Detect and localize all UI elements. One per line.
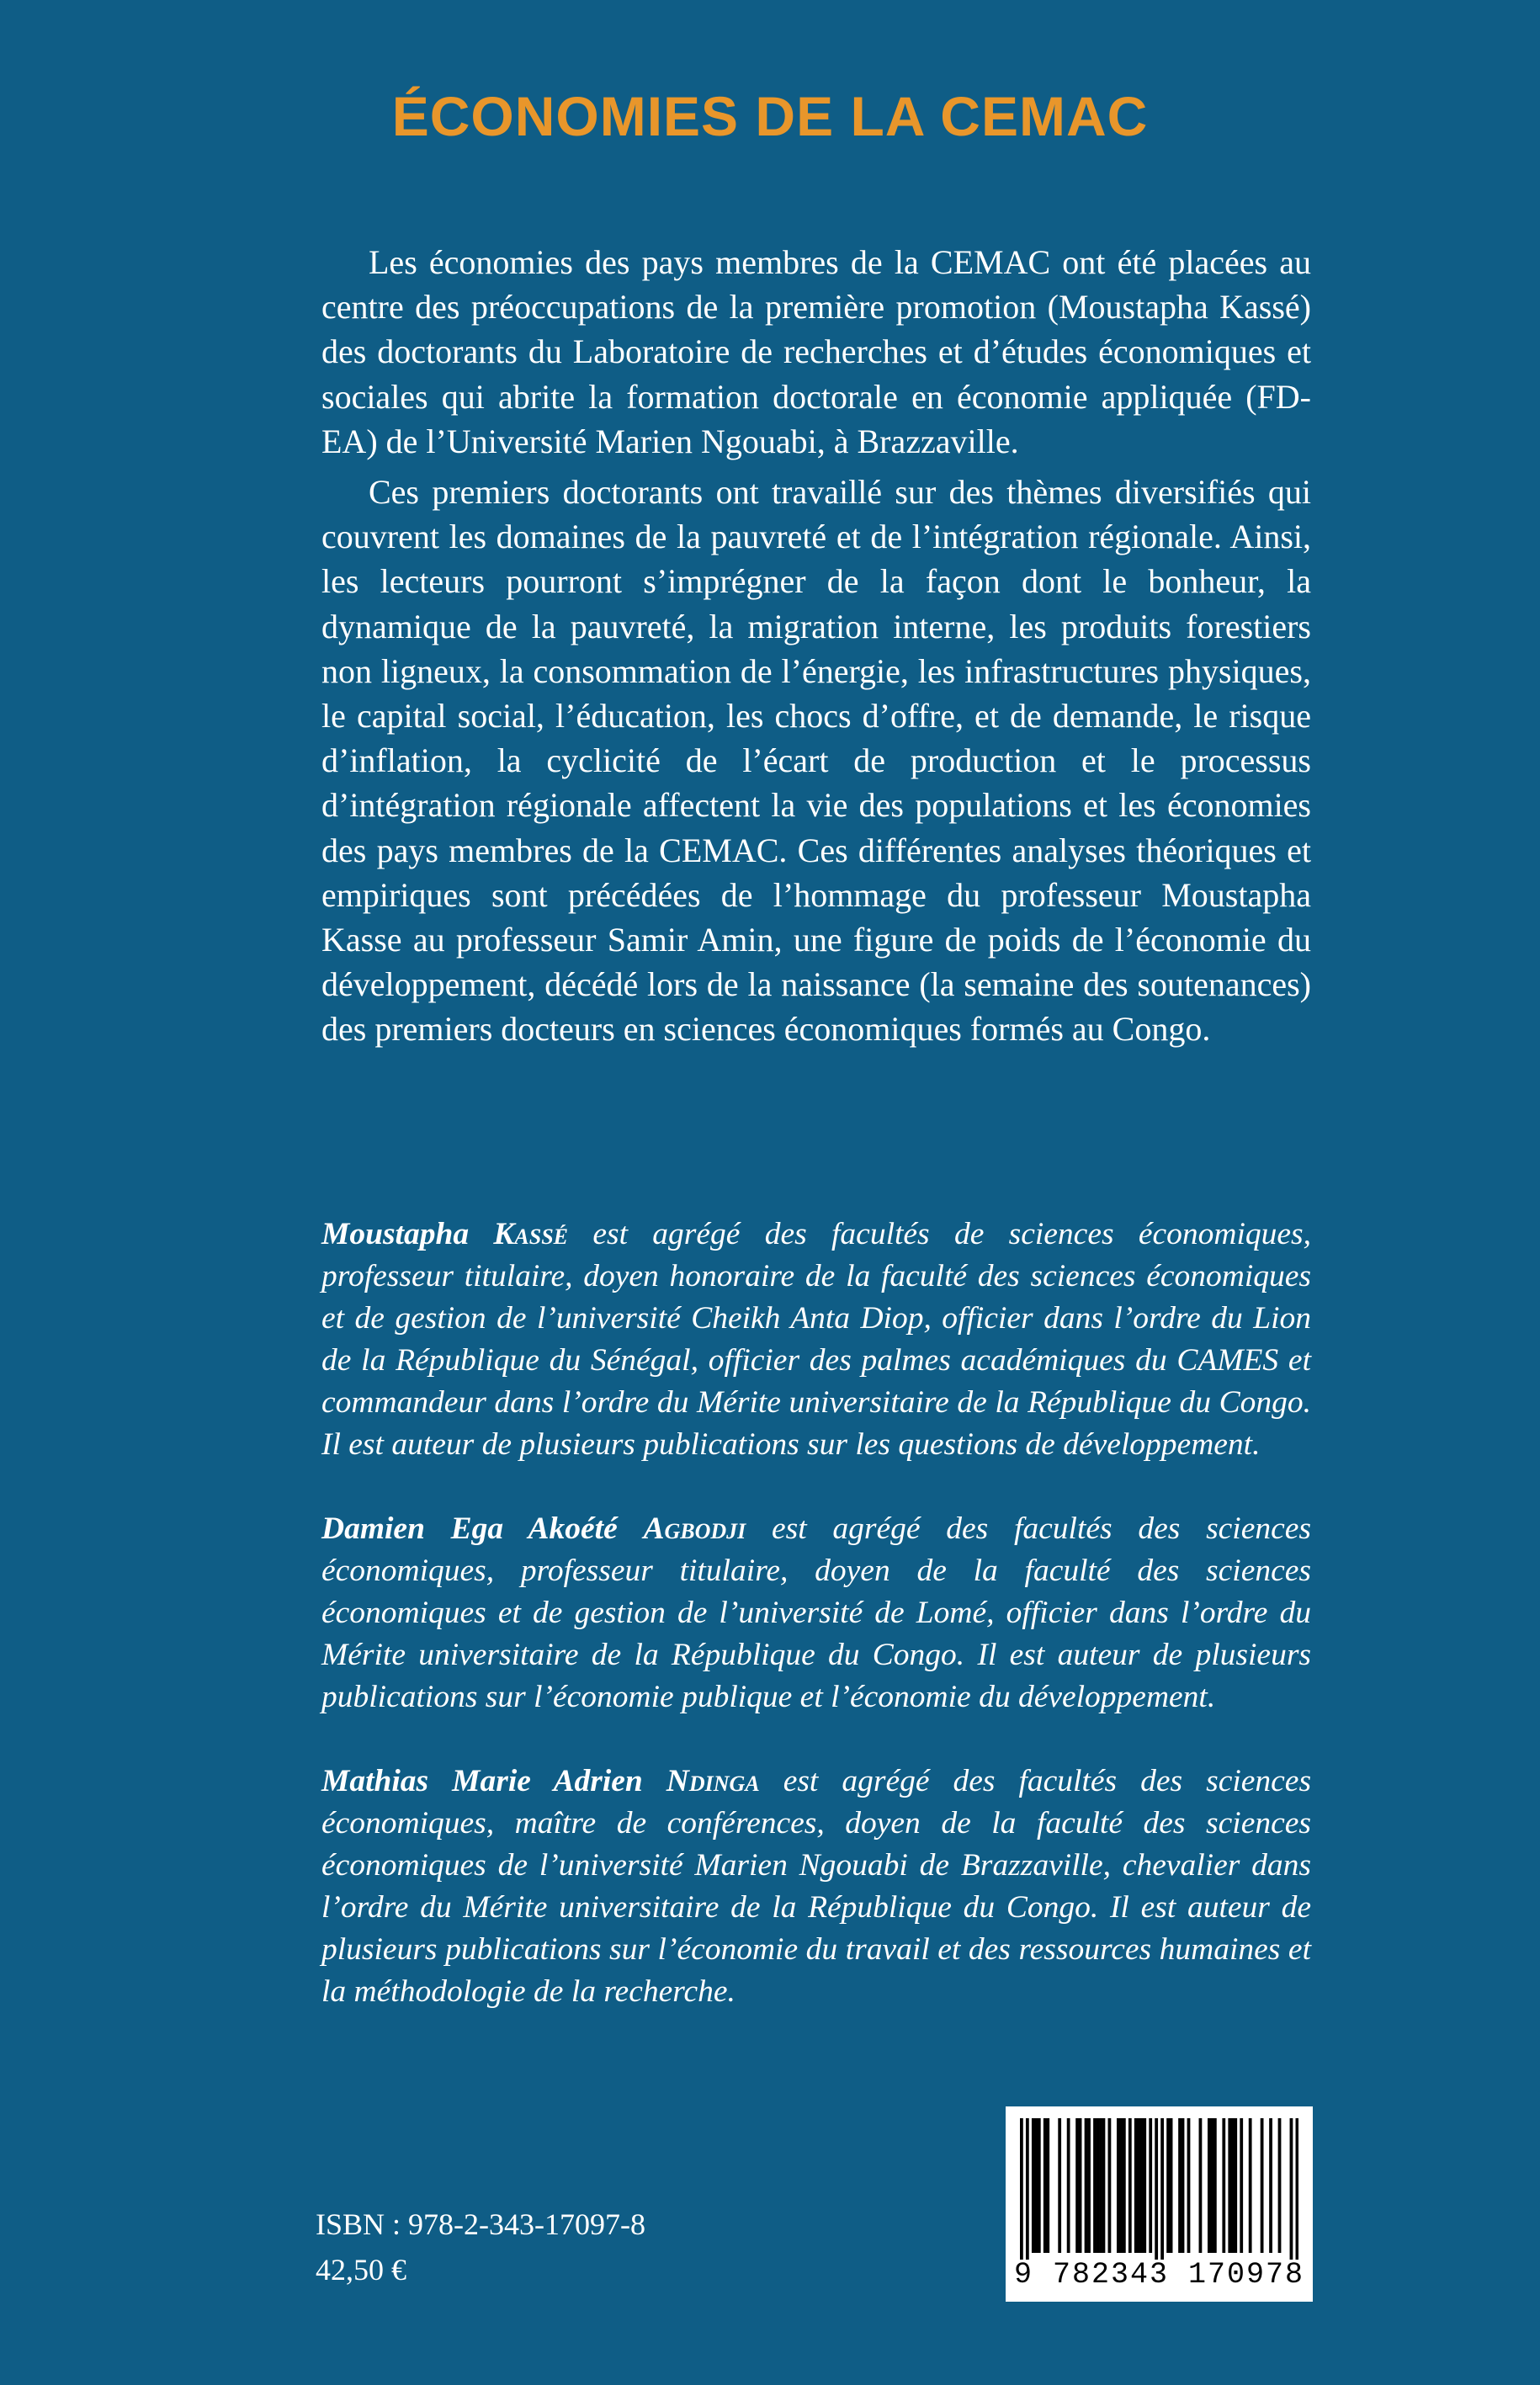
author-bio-agbodji: [321, 1508, 1311, 1718]
barcode-bar: [1155, 2118, 1158, 2260]
barcode-bar: [1222, 2118, 1225, 2253]
barcode-bar: [1093, 2118, 1097, 2253]
barcode-bar: [1149, 2118, 1152, 2253]
barcode-bar: [1213, 2118, 1217, 2253]
author-bio-text: est agrégé des facultés des sciences économiques, professeur titulaire, doyen de la faculté des sciences économiques et de gestion de l’université de Lomé, officier dans l’ordre du Mérite universitaire de la République du Congo. Il est auteur de plusieurs publications sur l’économie publique et l’économie du développement.: [321, 1511, 1312, 1714]
barcode-bar: [1170, 2118, 1173, 2253]
barcode-bar: [1026, 2118, 1029, 2260]
author-surname: Ndinga: [666, 1764, 760, 1798]
barcode-bar: [1067, 2118, 1070, 2253]
barcode-bar: [1134, 2118, 1138, 2253]
barcode-bar: [1038, 2118, 1041, 2253]
barcode-bar: [1290, 2118, 1293, 2260]
barcode-bar: [1178, 2118, 1182, 2253]
barcode-bar: [1085, 2118, 1088, 2253]
barcode-bar: [1117, 2118, 1120, 2253]
barcode-bar: [1140, 2118, 1144, 2253]
book-title: ÉCONOMIES DE LA CEMAC: [391, 85, 1149, 147]
barcode-bar: [1034, 2118, 1038, 2253]
barcode-bar: [1128, 2118, 1132, 2253]
barcode-bar: [1269, 2118, 1272, 2253]
barcode-bar: [1108, 2118, 1112, 2253]
summary-text: [321, 240, 1311, 1058]
barcode-bar: [1182, 2118, 1185, 2253]
author-bio-text: est agrégé des facultés de sciences économiques, professeur titulaire, doyen honoraire de la faculté des sciences économiques et de gestion de l’université Cheikh Anta Diop, officier dans l’ordre du Lion de la République du Sénégal, officier des palmes académiques du CAMES et commandeur dans l’ordre du Mérite universitaire de la République du Congo. Il est auteur de plusieurs publications sur les questions de développement.: [321, 1217, 1312, 1462]
barcode: [1006, 2106, 1313, 2302]
author-surname: Agbodji: [643, 1511, 746, 1546]
barcode-bar: [1143, 2118, 1146, 2253]
barcode-bar: [1231, 2118, 1235, 2253]
author-surname: Kassé: [493, 1217, 569, 1251]
barcode-bar: [1208, 2118, 1211, 2253]
summary-paragraph-1: Les économies des pays membres de la CEMAC ont été placées au centre des préoccupations de la première promotion (Moustapha Kassé) des doctorants du Laboratoire de recherches et d’études économiques et sociales qui abrite la formation doctorale en économie appliquée (FD-EA) de l’Université Marien Ngouabi, à Brazzaville.: [321, 243, 1311, 460]
barcode-bar: [1160, 2118, 1164, 2260]
barcode-bar: [1075, 2118, 1079, 2253]
author-bio-text: est agrégé des facultés des sciences économiques, maître de conférences, doyen de la faculté des sciences économiques de l’université Marien Ngouabi de Brazzaville, chevalier dans l’ordre du Mérite universitaire de la République du Congo. Il est auteur de plusieurs publications sur l’économie du travail et des ressources humaines et la méthodologie de la recherche.: [321, 1764, 1312, 2009]
barcode-bar: [1228, 2118, 1231, 2253]
barcode-bar: [1020, 2118, 1023, 2260]
barcode-bars: [1020, 2118, 1298, 2260]
barcode-number: 9 782343 170978: [1013, 2258, 1305, 2292]
barcode-bar: [1187, 2118, 1191, 2253]
barcode-bar: [1137, 2118, 1140, 2253]
barcode-bar: [1296, 2118, 1298, 2260]
price-label: 42,50 €: [316, 2253, 406, 2287]
barcode-bar: [1249, 2118, 1252, 2253]
barcode-bar: [1097, 2118, 1100, 2253]
barcode-bar: [1043, 2118, 1047, 2253]
author-bios: [321, 1214, 1311, 2013]
barcode-bar: [1261, 2118, 1264, 2253]
author-bio-ndinga: [321, 1761, 1311, 2013]
barcode-bar: [1166, 2118, 1170, 2253]
barcode-bar: [1058, 2118, 1061, 2253]
summary-paragraph-2: Ces premiers doctorants ont travaillé sur des thèmes diversifiés qui couvrent les domaines de la pauvreté et de l’intégration régionale. Ainsi, les lecteurs pourront s’imprégner de la façon dont le bonheur, la dynamique de la pauvreté, la migration interne, les produits forestiers non ligneux, la consommation de l’énergie, les infrastructures physiques, le capital social, l’éducation, les chocs d’offre, et de demande, le risque d’inflation, la cyclicité de l’écart de production et le processus d’intégration régionale affectent la vie des populations et les économies des pays membres de la CEMAC. Ces différentes analyses théoriques et empiriques sont précédées de l’hommage du professeur Moustapha Kasse au professeur Samir Amin, une figure de poids de l’économie du développement, décédé lors de la naissance (la semaine des soutenances) des premiers docteurs en sciences économiques formés au Congo.: [321, 473, 1311, 1049]
barcode-bar: [1119, 2118, 1123, 2253]
barcode-bar: [1240, 2118, 1243, 2253]
barcode-bar: [1199, 2118, 1203, 2253]
author-first-names: Damien Ega Akoété: [321, 1511, 618, 1546]
isbn-label: ISBN : 978-2-343-17097-8: [316, 2207, 645, 2241]
barcode-bar: [1032, 2118, 1035, 2253]
barcode-bar: [1102, 2118, 1106, 2253]
barcode-bar: [1278, 2118, 1282, 2253]
barcode-bar: [1046, 2118, 1049, 2253]
barcode-bar: [1123, 2118, 1126, 2253]
author-bio-kasse: [321, 1214, 1311, 1466]
barcode-bar: [1234, 2118, 1237, 2253]
barcode-bar: [1099, 2118, 1102, 2253]
barcode-bar: [1079, 2118, 1082, 2253]
barcode-bar: [1087, 2118, 1091, 2253]
barcode-bar: [1210, 2118, 1213, 2253]
author-first-names: Moustapha: [321, 1217, 470, 1251]
author-first-names: Mathias Marie Adrien: [321, 1764, 643, 1798]
